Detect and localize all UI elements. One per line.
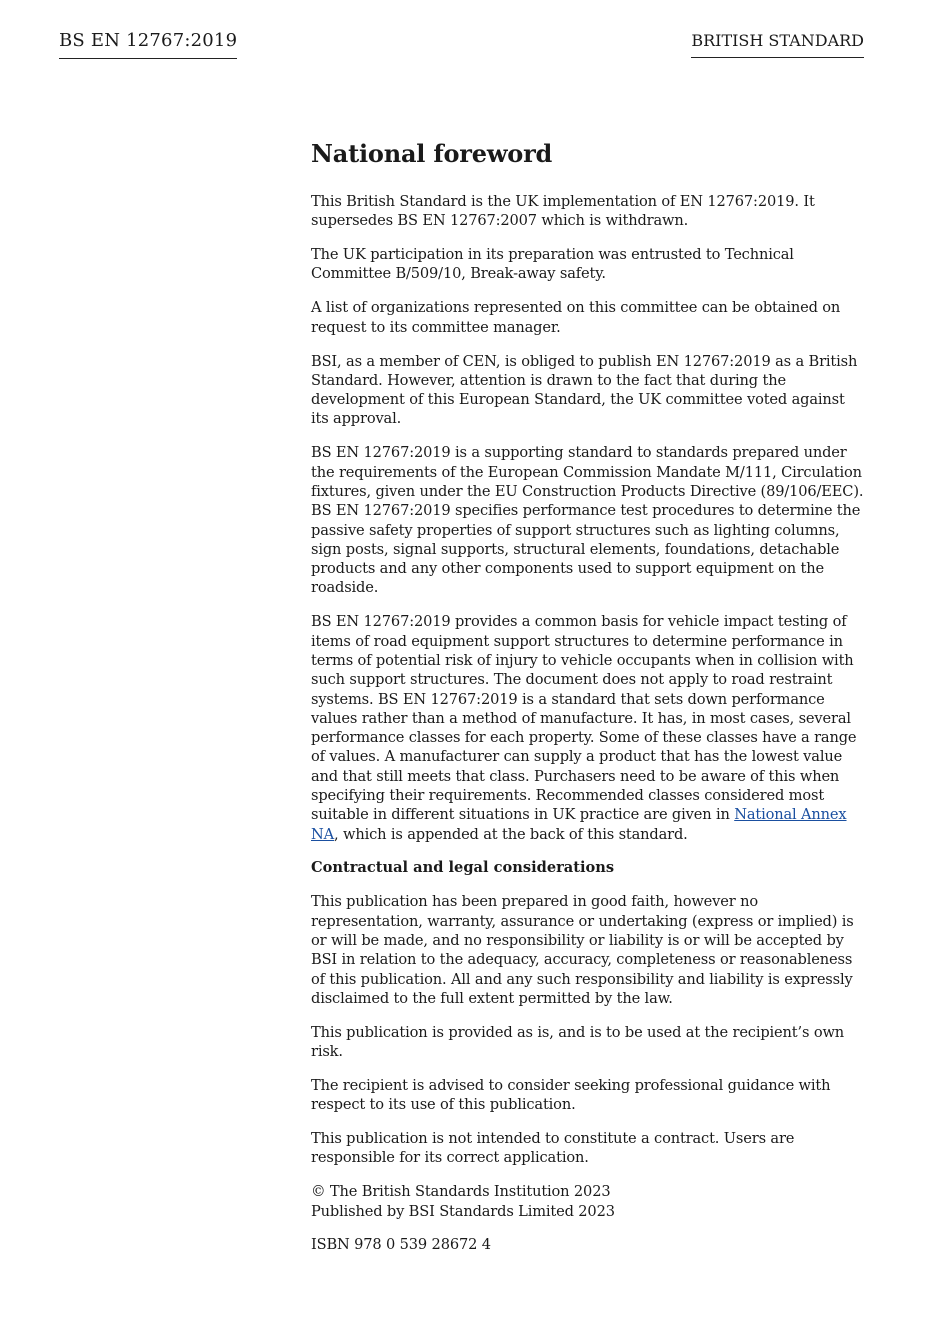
isbn-line: ISBN 978 0 539 28672 4 (311, 1236, 491, 1254)
national-foreword-section (311, 138, 864, 1269)
paragraph-good-faith: This publication has been prepared in good faith, however no representation, warranty, assurance or undertaking (express or implied) is or will be made, and no responsibility or liability is or will be accepted by BSI in relation to the adequacy, accuracy, completeness or reasonableness of this publication. All and any such responsibility and liability is expressly disclaimed to the full extent permitted by the law. (311, 893, 854, 1007)
paragraph-common-basis-tail: , which is appended at the back of this standard. (334, 825, 688, 843)
paragraph-committee: The UK participation in its preparation was entrusted to Technical Committee B/509/10, Break-away safety. (311, 246, 794, 283)
page-title: National foreword (311, 139, 553, 168)
national-annex-na-link[interactable]: National Annex NA (311, 806, 847, 843)
paragraph-common-basis-text: BS EN 12767:2019 provides a common basis for vehicle impact testing of items of road equipment support structures to determine performance in terms of potential risk of injury to vehicle occupants when in collision with such support structures. The document does not apply to road restraint systems. BS EN 12767:2019 is a standard that sets down performance values rather than a method of manufacture. It has, in most cases, several performance classes for each property. Some of these classes have a range of values. A manufacturer can supply a product that has the lowest value and that still meets that class. Purchasers need to be aware of this when specifying their requirements. Recommended classes considered most suitable in different situations in UK practice are given in (311, 613, 857, 824)
paragraph-professional-guidance: The recipient is advised to consider seeking professional guidance with respect to its use of this publication. (311, 1076, 831, 1114)
paragraph-implementation: This British Standard is the UK implementation of EN 12767:2019. It supersedes BS EN 12767:2007 which is withdrawn. (311, 193, 815, 230)
header-british-standard-label: BRITISH STANDARD (691, 31, 864, 58)
paragraph-organizations: A list of organizations represented on this committee can be obtained on request to its committee manager. (311, 299, 841, 336)
copyright-line: © The British Standards Institution 2023 (311, 1183, 611, 1201)
paragraph-common-basis (311, 612, 864, 844)
header-document-id: BS EN 12767:2019 (59, 30, 237, 59)
paragraph-not-contract: This publication is not intended to constitute a contract. Users are responsible for its correct application. (311, 1130, 795, 1167)
copyright-block (311, 1182, 864, 1221)
paragraph-cen-obligation: BSI, as a member of CEN, is obliged to publish EN 12767:2019 as a British Standard. However, attention is drawn to the fact that during the development of this European Standard, the UK committee voted against its approval. (311, 352, 858, 428)
paragraph-supporting-standard: BS EN 12767:2019 is a supporting standard to standards prepared under the requirements of the European Commission Mandate M/111, Circulation fixtures, given under the EU Construction Products Directive (89/106/EEC). BS EN 12767:2019 specifies performance test procedures to determine the passive safety properties of support structures such as lighting columns, sign posts, signal supports, structural elements, foundations, detachable products and any other components used to support equipment on the roadside. (311, 444, 864, 597)
paragraph-own-risk: This publication is provided as is, and is to be used at the recipient’s own risk. (311, 1023, 845, 1061)
published-line: Published by BSI Standards Limited 2023 (311, 1202, 615, 1220)
legal-considerations-heading: Contractual and legal considerations (311, 859, 615, 877)
